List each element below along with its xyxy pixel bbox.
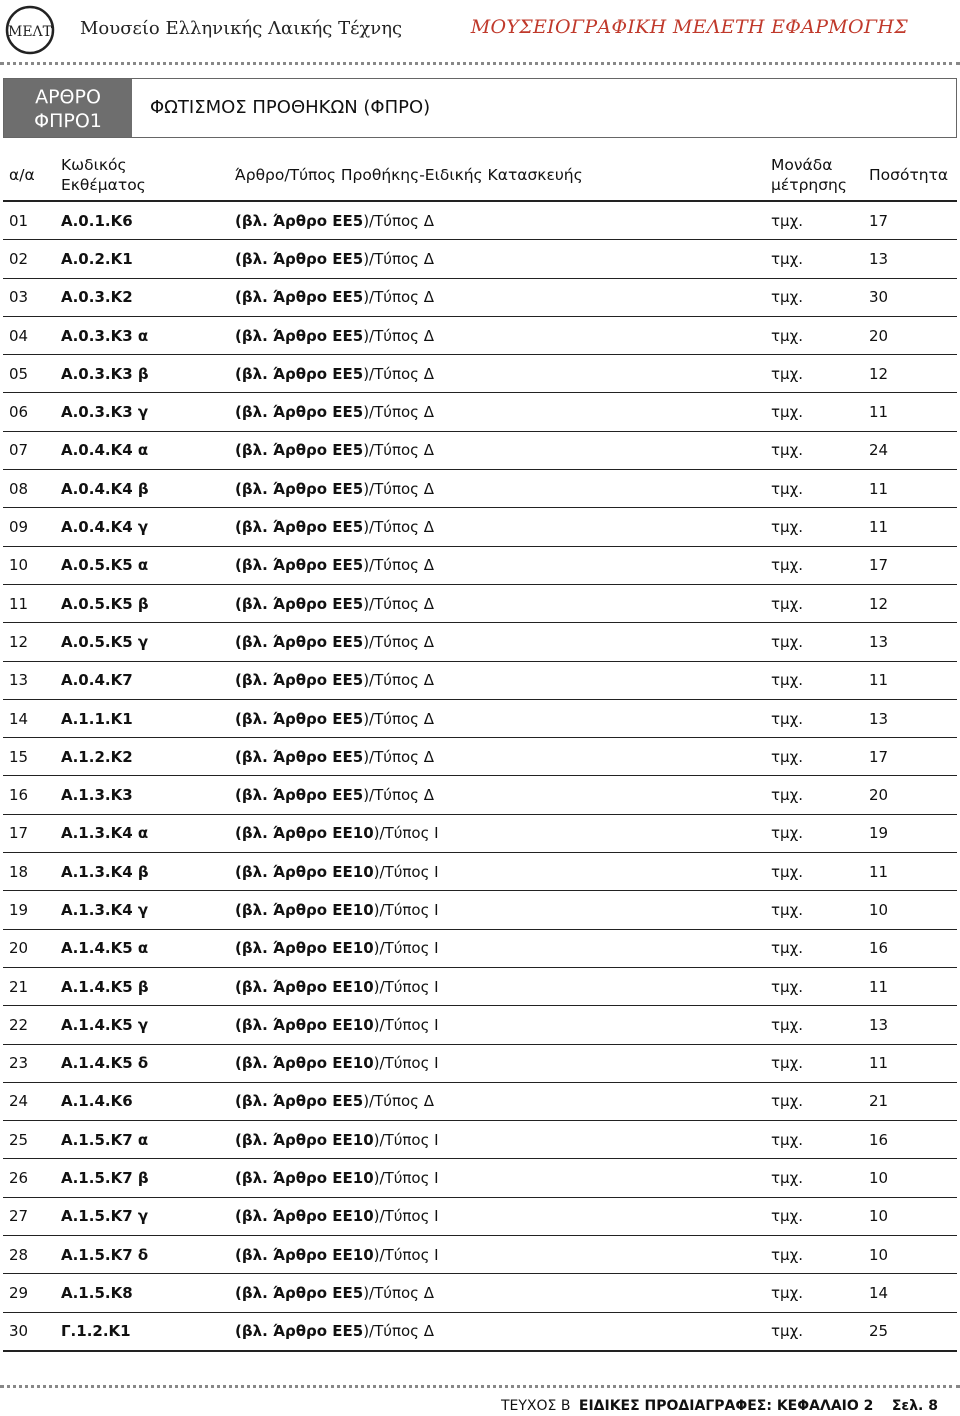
table-row xyxy=(3,1044,957,1082)
cell-aa: 11 xyxy=(3,584,55,622)
cell-quantity: 17 xyxy=(863,546,957,584)
cell-code: Α.0.3.Κ3 α xyxy=(55,316,229,354)
table-row xyxy=(3,623,957,661)
article-box xyxy=(3,78,957,138)
cell-quantity: 11 xyxy=(863,393,957,431)
cell-quantity: 10 xyxy=(863,1159,957,1197)
cell-description-ref: (βλ. Άρθρο ΕΕ10 xyxy=(235,900,374,919)
cell-aa: 10 xyxy=(3,546,55,584)
cell-description-ref: (βλ. Άρθρο ΕΕ5 xyxy=(235,709,364,728)
cell-description-ref: (βλ. Άρθρο ΕΕ5 xyxy=(235,249,364,268)
article-code-line2: ΦΠΡΟ1 xyxy=(34,110,102,132)
cell-code: Γ.1.2.Κ1 xyxy=(55,1312,229,1351)
cell-code: Α.0.1.Κ6 xyxy=(55,201,229,240)
cell-unit: τμχ. xyxy=(765,1274,863,1312)
cell-description-type: )/Τύπος Δ xyxy=(363,632,434,651)
museum-name: Μουσείο Ελληνικής Λαικής Τέχνης xyxy=(80,18,403,39)
cell-quantity: 24 xyxy=(863,431,957,469)
cell-description-type: )/Τύπος Δ xyxy=(363,403,434,422)
cell-description xyxy=(229,699,765,737)
cell-description-type: )/Τύπος Ι xyxy=(373,900,439,919)
table-row xyxy=(3,1236,957,1274)
cell-quantity: 12 xyxy=(863,355,957,393)
cell-quantity: 17 xyxy=(863,201,957,240)
article-title: ΦΩΤΙΣΜΟΣ ΠΡΟΘΗΚΩΝ (ΦΠΡΟ) xyxy=(150,97,431,118)
cell-unit: τμχ. xyxy=(765,699,863,737)
cell-aa: 02 xyxy=(3,240,55,278)
cell-quantity: 12 xyxy=(863,584,957,622)
cell-description-ref: (βλ. Άρθρο ΕΕ5 xyxy=(235,556,364,575)
cell-unit: τμχ. xyxy=(765,355,863,393)
cell-quantity: 10 xyxy=(863,1197,957,1235)
cell-quantity: 25 xyxy=(863,1312,957,1351)
cell-unit: τμχ. xyxy=(765,853,863,891)
cell-description xyxy=(229,661,765,699)
cell-quantity: 16 xyxy=(863,929,957,967)
cell-unit: τμχ. xyxy=(765,891,863,929)
cell-description xyxy=(229,1312,765,1351)
table-header-row xyxy=(3,150,957,201)
cell-quantity: 17 xyxy=(863,738,957,776)
cell-description xyxy=(229,929,765,967)
cell-description xyxy=(229,393,765,431)
cell-description-type: )/Τύπος Ι xyxy=(373,977,439,996)
table-row xyxy=(3,853,957,891)
cell-description-ref: (βλ. Άρθρο ΕΕ5 xyxy=(235,671,364,690)
cell-description-type: )/Τύπος Δ xyxy=(363,556,434,575)
cell-description-type: )/Τύπος Δ xyxy=(363,1283,434,1302)
cell-aa: 26 xyxy=(3,1159,55,1197)
cell-description-ref: (βλ. Άρθρο ΕΕ10 xyxy=(235,1015,374,1034)
table-row xyxy=(3,1082,957,1120)
cell-code: Α.1.3.Κ4 γ xyxy=(55,891,229,929)
cell-description-type: )/Τύπος Ι xyxy=(373,1207,439,1226)
project-title: ΜΟΥΣΕΙΟΓΡΑΦΙΚΗ ΜΕΛΕΤΗ ΕΦΑΡΜΟΓΗΣ xyxy=(470,16,908,38)
header-description: Άρθρο/Τύπος Προθήκης-Ειδικής Κατασκευής xyxy=(229,150,765,201)
cell-description xyxy=(229,1044,765,1082)
cell-unit: τμχ. xyxy=(765,661,863,699)
cell-description-ref: (βλ. Άρθρο ΕΕ10 xyxy=(235,1130,374,1149)
cell-description-ref: (βλ. Άρθρο ΕΕ10 xyxy=(235,862,374,881)
cell-description xyxy=(229,891,765,929)
cell-quantity: 11 xyxy=(863,853,957,891)
cell-quantity: 11 xyxy=(863,470,957,508)
cell-description-ref: (βλ. Άρθρο ΕΕ5 xyxy=(235,594,364,613)
cell-code: Α.1.5.Κ7 δ xyxy=(55,1236,229,1274)
cell-description-ref: (βλ. Άρθρο ΕΕ5 xyxy=(235,403,364,422)
table-row xyxy=(3,201,957,240)
article-code-line1: ΑΡΘΡΟ xyxy=(35,86,101,108)
footer-divider xyxy=(0,1385,960,1388)
cell-description xyxy=(229,278,765,316)
cell-code: Α.0.5.Κ5 γ xyxy=(55,623,229,661)
items-table xyxy=(3,150,957,1352)
table-row xyxy=(3,738,957,776)
cell-description xyxy=(229,1159,765,1197)
cell-description-type: )/Τύπος Ι xyxy=(373,939,439,958)
cell-aa: 22 xyxy=(3,1006,55,1044)
cell-quantity: 13 xyxy=(863,623,957,661)
cell-description xyxy=(229,1082,765,1120)
table-row xyxy=(3,393,957,431)
cell-description-type: )/Τύπος Δ xyxy=(363,326,434,345)
cell-unit: τμχ. xyxy=(765,470,863,508)
footer-page: Σελ. 8 xyxy=(891,1398,938,1414)
cell-aa: 17 xyxy=(3,814,55,852)
cell-unit: τμχ. xyxy=(765,1044,863,1082)
cell-code: Α.0.4.Κ4 β xyxy=(55,470,229,508)
cell-code: Α.0.4.Κ7 xyxy=(55,661,229,699)
cell-code: Α.1.3.Κ4 α xyxy=(55,814,229,852)
cell-unit: τμχ. xyxy=(765,546,863,584)
cell-aa: 08 xyxy=(3,470,55,508)
cell-description xyxy=(229,1006,765,1044)
cell-code: Α.1.3.Κ3 xyxy=(55,776,229,814)
cell-unit: τμχ. xyxy=(765,393,863,431)
cell-description xyxy=(229,316,765,354)
cell-description-type: )/Τύπος Δ xyxy=(363,364,434,383)
cell-unit: τμχ. xyxy=(765,1312,863,1351)
cell-description-type: )/Τύπος Ι xyxy=(373,824,439,843)
cell-description xyxy=(229,776,765,814)
cell-unit: τμχ. xyxy=(765,1082,863,1120)
cell-description xyxy=(229,584,765,622)
article-code xyxy=(4,79,132,137)
cell-aa: 07 xyxy=(3,431,55,469)
cell-description xyxy=(229,240,765,278)
cell-aa: 04 xyxy=(3,316,55,354)
cell-description xyxy=(229,623,765,661)
cell-code: Α.1.2.Κ2 xyxy=(55,738,229,776)
table-row xyxy=(3,891,957,929)
cell-code: Α.1.1.Κ1 xyxy=(55,699,229,737)
cell-unit: τμχ. xyxy=(765,278,863,316)
cell-description-type: )/Τύπος Δ xyxy=(363,747,434,766)
header-quantity: Ποσότητα xyxy=(863,150,957,201)
cell-description-type: )/Τύπος Δ xyxy=(363,479,434,498)
table-row xyxy=(3,661,957,699)
cell-description-ref: (βλ. Άρθρο ΕΕ5 xyxy=(235,747,364,766)
cell-description-ref: (βλ. Άρθρο ΕΕ5 xyxy=(235,211,364,230)
table-row xyxy=(3,929,957,967)
cell-description-ref: (βλ. Άρθρο ΕΕ10 xyxy=(235,1207,374,1226)
footer-section: ΕΙΔΙΚΕΣ ΠΡΟΔΙΑΓΡΑΦΕΣ: ΚΕΦΑΛΑΙΟ 2 xyxy=(578,1398,874,1414)
cell-description-ref: (βλ. Άρθρο ΕΕ5 xyxy=(235,441,364,460)
cell-aa: 16 xyxy=(3,776,55,814)
cell-description xyxy=(229,1197,765,1235)
cell-description-ref: (βλ. Άρθρο ΕΕ10 xyxy=(235,1054,374,1073)
cell-code: Α.0.4.Κ4 α xyxy=(55,431,229,469)
cell-description-ref: (βλ. Άρθρο ΕΕ5 xyxy=(235,518,364,537)
cell-aa: 27 xyxy=(3,1197,55,1235)
cell-aa: 13 xyxy=(3,661,55,699)
cell-code: Α.1.4.Κ5 β xyxy=(55,967,229,1005)
table-row xyxy=(3,1006,957,1044)
cell-description-type: )/Τύπος Δ xyxy=(363,1092,434,1111)
cell-unit: τμχ. xyxy=(765,240,863,278)
cell-quantity: 16 xyxy=(863,1121,957,1159)
table-row xyxy=(3,699,957,737)
cell-quantity: 10 xyxy=(863,891,957,929)
cell-description-type: )/Τύπος Δ xyxy=(363,211,434,230)
cell-aa: 09 xyxy=(3,508,55,546)
cell-unit: τμχ. xyxy=(765,623,863,661)
table-row xyxy=(3,814,957,852)
table-row xyxy=(3,278,957,316)
cell-description-type: )/Τύπος Δ xyxy=(363,518,434,537)
cell-description-type: )/Τύπος Ι xyxy=(373,1015,439,1034)
cell-quantity: 19 xyxy=(863,814,957,852)
cell-aa: 23 xyxy=(3,1044,55,1082)
cell-code: Α.0.4.Κ4 γ xyxy=(55,508,229,546)
cell-description-ref: (βλ. Άρθρο ΕΕ5 xyxy=(235,632,364,651)
cell-description xyxy=(229,853,765,891)
table-row xyxy=(3,1274,957,1312)
table-row xyxy=(3,584,957,622)
cell-unit: τμχ. xyxy=(765,738,863,776)
cell-description xyxy=(229,738,765,776)
cell-quantity: 13 xyxy=(863,1006,957,1044)
table-row xyxy=(3,316,957,354)
page-header xyxy=(0,0,960,62)
cell-description-type: )/Τύπος Δ xyxy=(363,1322,434,1341)
cell-description xyxy=(229,355,765,393)
cell-unit: τμχ. xyxy=(765,929,863,967)
cell-description-type: )/Τύπος Δ xyxy=(363,249,434,268)
cell-unit: τμχ. xyxy=(765,316,863,354)
cell-description-ref: (βλ. Άρθρο ΕΕ5 xyxy=(235,288,364,307)
cell-description-ref: (βλ. Άρθρο ΕΕ5 xyxy=(235,786,364,805)
cell-code: Α.1.5.Κ7 α xyxy=(55,1121,229,1159)
cell-aa: 18 xyxy=(3,853,55,891)
cell-description-ref: (βλ. Άρθρο ΕΕ5 xyxy=(235,1092,364,1111)
cell-description-ref: (βλ. Άρθρο ΕΕ5 xyxy=(235,326,364,345)
cell-quantity: 20 xyxy=(863,776,957,814)
table-row xyxy=(3,967,957,1005)
cell-description xyxy=(229,431,765,469)
cell-aa: 06 xyxy=(3,393,55,431)
table-row xyxy=(3,1121,957,1159)
table-row xyxy=(3,470,957,508)
cell-quantity: 11 xyxy=(863,1044,957,1082)
header-unit: Μονάδα μέτρησης xyxy=(765,150,863,201)
cell-description xyxy=(229,508,765,546)
table-row xyxy=(3,776,957,814)
cell-description xyxy=(229,1121,765,1159)
cell-quantity: 11 xyxy=(863,508,957,546)
cell-aa: 21 xyxy=(3,967,55,1005)
cell-unit: τμχ. xyxy=(765,1006,863,1044)
table-row xyxy=(3,1312,957,1351)
table-row xyxy=(3,240,957,278)
cell-aa: 19 xyxy=(3,891,55,929)
cell-description-ref: (βλ. Άρθρο ΕΕ5 xyxy=(235,1283,364,1302)
cell-description-ref: (βλ. Άρθρο ΕΕ10 xyxy=(235,824,374,843)
cell-unit: τμχ. xyxy=(765,1159,863,1197)
table-row xyxy=(3,508,957,546)
cell-description xyxy=(229,470,765,508)
cell-quantity: 14 xyxy=(863,1274,957,1312)
cell-quantity: 13 xyxy=(863,699,957,737)
cell-code: Α.0.5.Κ5 β xyxy=(55,584,229,622)
cell-quantity: 13 xyxy=(863,240,957,278)
cell-aa: 30 xyxy=(3,1312,55,1351)
cell-description-type: )/Τύπος Δ xyxy=(363,594,434,613)
cell-description xyxy=(229,546,765,584)
svg-text:MEΛT: MEΛT xyxy=(7,24,53,40)
cell-description-type: )/Τύπος Δ xyxy=(363,709,434,728)
table-row xyxy=(3,546,957,584)
cell-aa: 24 xyxy=(3,1082,55,1120)
cell-code: Α.1.4.Κ6 xyxy=(55,1082,229,1120)
cell-description xyxy=(229,814,765,852)
cell-aa: 14 xyxy=(3,699,55,737)
cell-unit: τμχ. xyxy=(765,967,863,1005)
cell-quantity: 20 xyxy=(863,316,957,354)
cell-description-type: )/Τύπος Δ xyxy=(363,288,434,307)
cell-code: Α.0.3.Κ3 β xyxy=(55,355,229,393)
cell-unit: τμχ. xyxy=(765,508,863,546)
cell-quantity: 10 xyxy=(863,1236,957,1274)
table-row xyxy=(3,1197,957,1235)
cell-quantity: 11 xyxy=(863,967,957,1005)
cell-aa: 20 xyxy=(3,929,55,967)
cell-code: Α.1.4.Κ5 α xyxy=(55,929,229,967)
cell-description xyxy=(229,201,765,240)
cell-unit: τμχ. xyxy=(765,584,863,622)
cell-aa: 25 xyxy=(3,1121,55,1159)
cell-description-type: )/Τύπος Ι xyxy=(373,1169,439,1188)
cell-unit: τμχ. xyxy=(765,1121,863,1159)
cell-description-type: )/Τύπος Ι xyxy=(373,1245,439,1264)
cell-code: Α.0.5.Κ5 α xyxy=(55,546,229,584)
cell-unit: τμχ. xyxy=(765,776,863,814)
museum-logo-icon xyxy=(5,5,55,55)
cell-aa: 12 xyxy=(3,623,55,661)
cell-description-ref: (βλ. Άρθρο ΕΕ10 xyxy=(235,977,374,996)
cell-description-ref: (βλ. Άρθρο ΕΕ10 xyxy=(235,939,374,958)
cell-unit: τμχ. xyxy=(765,201,863,240)
cell-code: Α.1.4.Κ5 γ xyxy=(55,1006,229,1044)
page-footer xyxy=(501,1398,938,1414)
header-code: Κωδικός Εκθέματος xyxy=(55,150,229,201)
cell-description xyxy=(229,967,765,1005)
cell-aa: 15 xyxy=(3,738,55,776)
cell-code: Α.0.3.Κ3 γ xyxy=(55,393,229,431)
cell-description-type: )/Τύπος Ι xyxy=(373,1130,439,1149)
cell-description-type: )/Τύπος Δ xyxy=(363,671,434,690)
cell-aa: 03 xyxy=(3,278,55,316)
cell-unit: τμχ. xyxy=(765,431,863,469)
cell-aa: 05 xyxy=(3,355,55,393)
cell-code: Α.1.5.Κ8 xyxy=(55,1274,229,1312)
cell-description-ref: (βλ. Άρθρο ΕΕ10 xyxy=(235,1245,374,1264)
footer-issue: ΤΕΥΧΟΣ Β xyxy=(500,1398,571,1414)
cell-quantity: 21 xyxy=(863,1082,957,1120)
cell-aa: 01 xyxy=(3,201,55,240)
cell-aa: 29 xyxy=(3,1274,55,1312)
cell-code: Α.0.2.Κ1 xyxy=(55,240,229,278)
cell-code: Α.0.3.Κ2 xyxy=(55,278,229,316)
cell-unit: τμχ. xyxy=(765,1197,863,1235)
cell-description-type: )/Τύπος Δ xyxy=(363,441,434,460)
cell-description-type: )/Τύπος Ι xyxy=(373,1054,439,1073)
cell-code: Α.1.5.Κ7 γ xyxy=(55,1197,229,1235)
cell-description-ref: (βλ. Άρθρο ΕΕ5 xyxy=(235,1322,364,1341)
cell-quantity: 11 xyxy=(863,661,957,699)
cell-description xyxy=(229,1274,765,1312)
cell-description xyxy=(229,1236,765,1274)
table-row xyxy=(3,1159,957,1197)
cell-unit: τμχ. xyxy=(765,814,863,852)
header-aa: α/α xyxy=(3,150,55,201)
cell-unit: τμχ. xyxy=(765,1236,863,1274)
cell-description-ref: (βλ. Άρθρο ΕΕ5 xyxy=(235,364,364,383)
cell-quantity: 30 xyxy=(863,278,957,316)
cell-code: Α.1.5.Κ7 β xyxy=(55,1159,229,1197)
cell-aa: 28 xyxy=(3,1236,55,1274)
cell-description-type: )/Τύπος Δ xyxy=(363,786,434,805)
header-divider xyxy=(0,62,960,65)
cell-description-ref: (βλ. Άρθρο ΕΕ10 xyxy=(235,1169,374,1188)
table-row xyxy=(3,431,957,469)
cell-description-ref: (βλ. Άρθρο ΕΕ5 xyxy=(235,479,364,498)
cell-code: Α.1.3.Κ4 β xyxy=(55,853,229,891)
cell-description-type: )/Τύπος Ι xyxy=(373,862,439,881)
cell-code: Α.1.4.Κ5 δ xyxy=(55,1044,229,1082)
table-row xyxy=(3,355,957,393)
